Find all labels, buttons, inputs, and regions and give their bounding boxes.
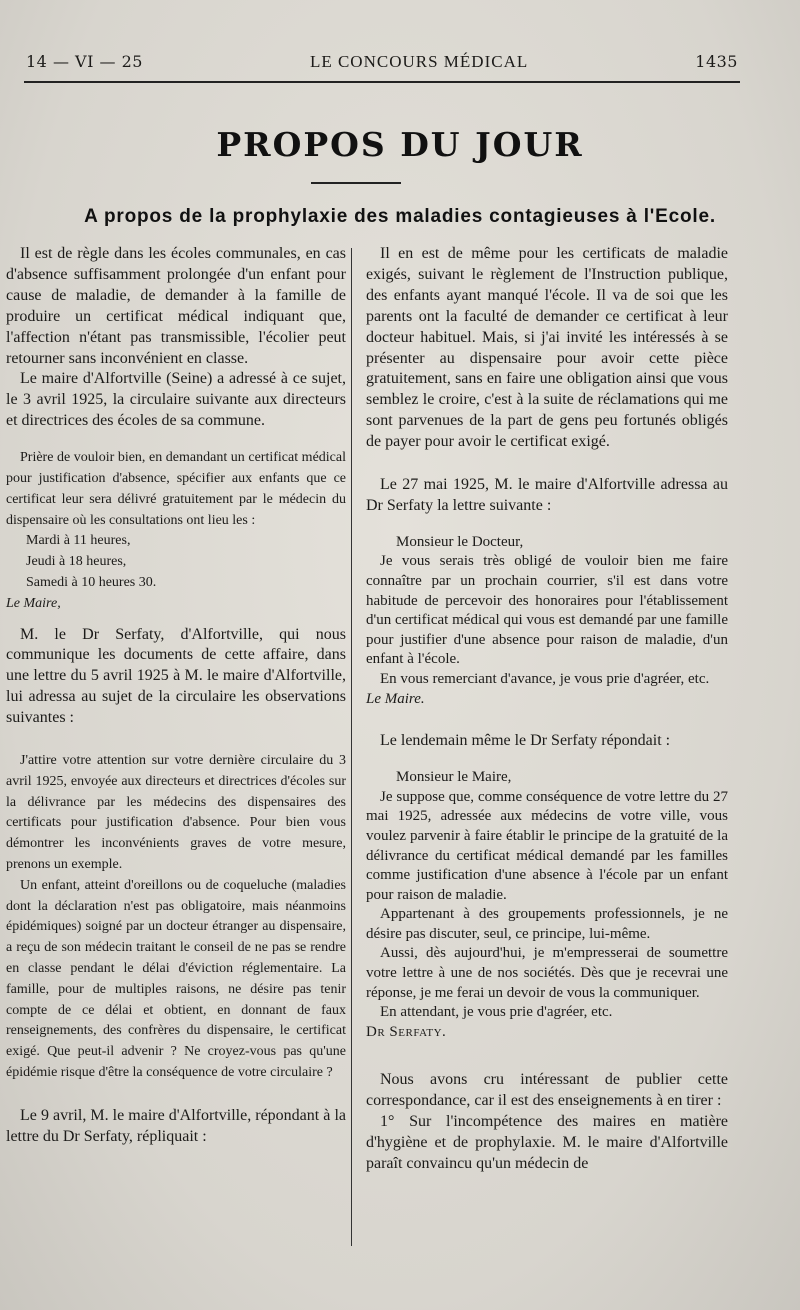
- issue-date: 14 — VI — 25: [26, 52, 143, 71]
- paragraph: Le lendemain même le Dr Serfaty répondait :: [380, 732, 671, 750]
- hours-line: Samedi à 10 heures 30.: [26, 574, 157, 590]
- signature: Le Maire,: [6, 595, 61, 611]
- paragraph: Nous avons cru intéressant de publier cette correspondance, car il est des enseignements à en tirer :: [366, 1071, 728, 1110]
- paragraph: Le 9 avril, M. le maire d'Alfortville, répondant à la lettre du Dr Serfaty, répliquait :: [6, 1106, 346, 1145]
- letter-paragraph: Je vous serais très obligé de vouloir bien me faire connaître par un prochain courrier, s'il est dans votre habitude de percevoir des honoraires pour l'établissement d'un certificat médical qui vous est demandé par une famille pour justifier d'une absence pour raison de maladie, d'un enfant à l'école.: [366, 553, 728, 668]
- hours-line: Jeudi à 18 heures,: [26, 554, 127, 570]
- salutation: Monsieur le Docteur,: [396, 533, 524, 550]
- letter-paragraph: Aussi, dès aujourd'hui, je m'empresserai de soumettre votre lettre à une de nos sociétés. Dès que je recevrai une réponse, je me ferai un devoir de vous la communiquer.: [366, 945, 728, 1001]
- title-rule: [311, 182, 401, 184]
- header-rule: [24, 81, 740, 83]
- letter-paragraph: Je suppose que, comme conséquence de votre lettre du 27 mai 1925, adressée aux médecins de votre ville, vous voulez parvenir à faire établir le principe de la gratuité de la délivrance du certificat médical demandé par les familles comme justification d'une absence à l'école par un enfant pour raison de maladie.: [366, 788, 728, 903]
- paragraph: M. le Dr Serfaty, d'Alfortville, qui nous communique les documents de cette affaire, dans une lettre du 5 avril 1925 à M. le maire d'Alfortville, lui adressa au sujet de la circulaire les observations suivantes :: [6, 625, 346, 727]
- paragraph: Il est de règle dans les écoles communales, en cas d'absence suffisamment prolongée d'un enfant pour cause de maladie, de demander à la famille de produire un certificat médical indiquant que, l'affection n'étant pas transmissible, l'écolier peut retourner sans inconvénient en classe.: [6, 245, 346, 367]
- journal-name: LE CONCOURS MÉDICAL: [309, 52, 529, 71]
- running-head: [26, 52, 738, 72]
- salutation: Monsieur le Maire,: [396, 769, 512, 786]
- column-divider: [351, 248, 352, 1246]
- letter-paragraph: En vous remerciant d'avance, je vous prie d'agréer, etc.: [380, 671, 710, 688]
- hours-line: Mardi à 11 heures,: [26, 533, 131, 549]
- paragraph: Le maire d'Alfortville (Seine) a adressé à ce sujet, le 3 avril 1925, la circulaire suivante aux directeurs et directrices des écoles de sa commune.: [6, 370, 346, 430]
- letter-paragraph: Il en est de même pour les certificats de maladie exigés, suivant le règlement de l'Instruction publique, des enfants ayant manqué l'école. Il va de soi que les parents ont la faculté de demander ce certificat à leur docteur habituel. Mais, si j'ai invité les intéressés à se présenter au dispensaire pour avoir cette pièce gratuitement, sans en faire une obligation ainsi que vous semblez le croire, c'est à la suite de réclamations qui me sont parvenues de la part de gens peu fortunés obligés de payer pour avoir le certificat exigé.: [366, 245, 728, 451]
- left-column: [6, 244, 346, 1148]
- letter-paragraph: Un enfant, atteint d'oreillons ou de coqueluche (maladies dont la déclaration n'est pas obligatoire, mais néanmoins épidémiques) soigné par un docteur étranger au dispensaire, a reçu de son médecin traitant le conseil de ne pas se rendre en classe pendant le délai d'éviction réglementaire. La famille, pour de multiples raisons, ne désire pas tenir compte de ce délai et obtient, en donnant de faux renseignements, des confrères du dispensaire, le certificat exigé. Que peut-il advenir ? Ne croyez-vous pas qu'une épidémie risque d'être la conséquence de votre circulaire ?: [6, 877, 346, 1081]
- signature: Le Maire.: [366, 690, 425, 707]
- signature: Dr Serfaty.: [366, 1023, 447, 1040]
- right-column: [366, 244, 728, 1175]
- letter-paragraph: Appartenant à des groupements professionnels, je ne désire pas discuter, seul, ce principe, lui-même.: [366, 906, 728, 942]
- circular-text: Prière de vouloir bien, en demandant un certificat médical pour justification d'absence, spécifier aux enfants que ce certificat leur sera délivré gratuitement par le médecin du dispensaire où les consultations ont lieu les :: [6, 450, 346, 528]
- letter-paragraph: En attendant, je vous prie d'agréer, etc.: [380, 1004, 613, 1021]
- paragraph: 1° Sur l'incompétence des maires en matière d'hygiène et de prophylaxie. M. le maire d'Alfortville paraît convaincu qu'un médecin de: [366, 1113, 728, 1173]
- paragraph: Le 27 mai 1925, M. le maire d'Alfortville adressa au Dr Serfaty la lettre suivante :: [366, 476, 728, 514]
- page-number: 1435: [695, 52, 738, 71]
- article-title: A propos de la prophylaxie des maladies contagieuses à l'Ecole.: [84, 206, 716, 227]
- letter-paragraph: J'attire votre attention sur votre dernière circulaire du 3 avril 1925, envoyée aux directeurs et directrices d'écoles sur la délivrance par les médecins des dispensaires des certificats pour justification d'absence. Pour bien vous démontrer les inconvénients graves de votre mesure, prenons un exemple.: [6, 753, 346, 873]
- section-title: PROPOS DU JOUR: [216, 125, 584, 164]
